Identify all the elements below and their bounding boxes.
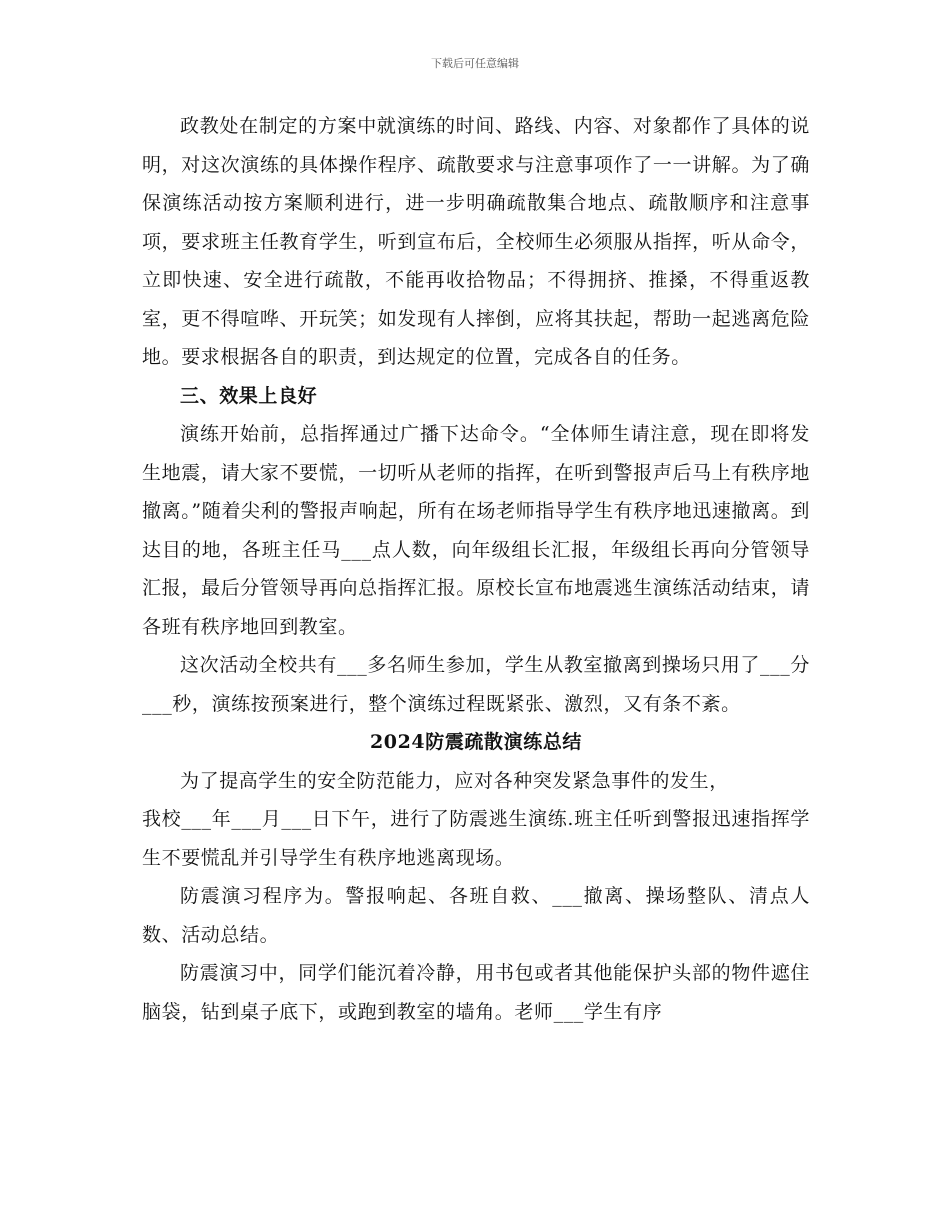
paragraph-procedure: 防震演习程序为。警报响起、各班自救、___撤离、操场整队、清点人数、活动总结。	[142, 885, 810, 946]
paragraph-intro-continued: 我校___年___月___日下午，进行了防震逃生演练.班主任听到警报迅速指挥学生不要慌乱并引导学生有秩序地逃离现场。	[142, 808, 810, 869]
paragraph-intro-line: 为了提高学生的安全防范能力，应对各种突发紧急事件的发生，	[180, 769, 729, 792]
paragraph-during-drill: 防震演习中，同学们能沉着冷静，用书包或者其他能保护头部的物件遮住脑袋，钻到桌子底下，或跑到教室的墙角。老师___学生有序	[142, 962, 810, 1023]
document-title: 2024防震疏散演练总结	[369, 731, 583, 753]
header-note: 下载后可任意编辑	[431, 57, 519, 70]
document-body	[142, 107, 810, 1031]
paragraph-drill-result: 这次活动全校共有___多名师生参加，学生从教室撤离到操场只用了___分___秒，演练按预案进行，整个演练过程既紧张、激烈，又有条不紊。	[142, 654, 810, 715]
paragraph-drill-process: 演练开始前，总指挥通过广播下达命令。“全体师生请注意，现在即将发生地震，请大家不要慌，一切听从老师的指挥，在听到警报声后马上有秩序地撤离。”随着尖利的警报声响起，所有在场老师指导学生有秩序地迅速撤离。到达目的地，各班主任马___点人数，向年级组长汇报，年级组长再向分管领导汇报，最后分管领导再向总指挥汇报。原校长宣布地震逃生演练活动结束，请各班有秩序地回到教室。	[142, 423, 810, 638]
paragraph-drill-plan: 政教处在制定的方案中就演练的时间、路线、内容、对象都作了具体的说明，对这次演练的具体操作程序、疏散要求与注意事项作了一一讲解。为了确保演练活动按方案顺利进行，进一步明确疏散集合地点、疏散顺序和注意事项，要求班主任教育学生，听到宣布后，全校师生必须服从指挥，听从命令，立即快速、安全进行疏散，不能再收拾物品；不得拥挤、推搡，不得重返教室，更不得喧哗、开玩笑；如发现有人摔倒，应将其扶起，帮助一起逃离危险地。要求根据各自的职责，到达规定的位置，完成各自的任务。	[142, 115, 810, 368]
section-heading-effect: 三、效果上良好	[180, 384, 318, 407]
